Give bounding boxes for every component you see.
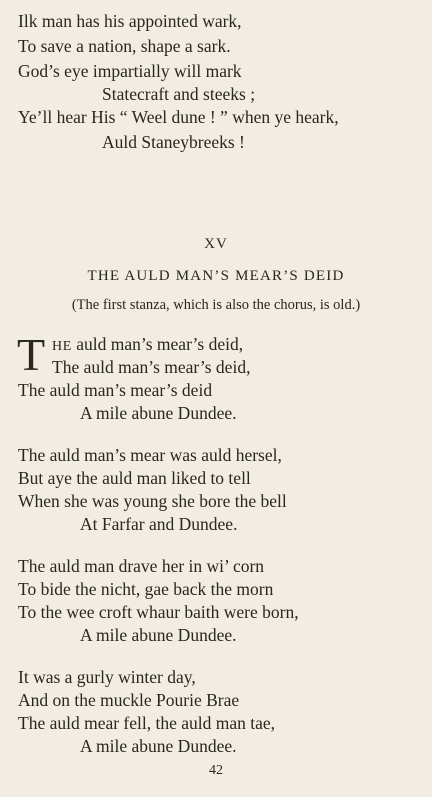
poem-line: Auld Staneybreeks ! [102, 132, 245, 152]
editorial-note: (The first stanza, which is also the chorus, is old.) [71, 297, 361, 313]
poem-line [52, 333, 243, 358]
poem-line: And on the muckle Pourie Brae [18, 690, 240, 710]
poem-line: To save a nation, shape a sark. [18, 36, 231, 56]
page-number: 42 [209, 763, 223, 778]
poem-line: At Farfar and Dundee. [80, 514, 238, 534]
poem-line: God’s eye impartially will mark [18, 61, 242, 81]
poem-line: Ilk man has his appointed wark, [18, 11, 242, 31]
poem-line: To bide the nicht, gae back the morn [18, 579, 274, 599]
poem-line: Ye’ll hear His “ Weel dune ! ” when ye heark, [18, 107, 339, 127]
poem-line-rest: auld man’s mear’s deid, [71, 334, 244, 354]
poem-line: A mile abune Dundee. [80, 403, 237, 423]
drop-cap: T [17, 329, 46, 380]
poem-line: The auld man’s mear was auld hersel, [18, 445, 282, 465]
smallcaps-word: HE [52, 339, 72, 354]
poem-line: The auld mear fell, the auld man tae, [18, 713, 276, 733]
poem-line: When she was young she bore the bell [18, 491, 287, 511]
poem-line: The auld man drave her in wi’ corn [18, 556, 265, 576]
poem-line: But aye the auld man liked to tell [18, 468, 251, 488]
poem-line: A mile abune Dundee. [80, 625, 237, 645]
section-number: XV [204, 236, 228, 252]
poem-line: A mile abune Dundee. [80, 736, 237, 756]
poem-line: The auld man’s mear’s deid [18, 380, 213, 400]
poem-line: Statecraft and steeks ; [102, 84, 256, 104]
poem-line: The auld man’s mear’s deid, [52, 357, 251, 377]
poem-line: It was a gurly winter day, [18, 667, 196, 687]
poem-title: THE AULD MAN’S MEAR’S DEID [87, 268, 345, 284]
poem-line: To the wee croft whaur baith were born, [18, 602, 299, 622]
